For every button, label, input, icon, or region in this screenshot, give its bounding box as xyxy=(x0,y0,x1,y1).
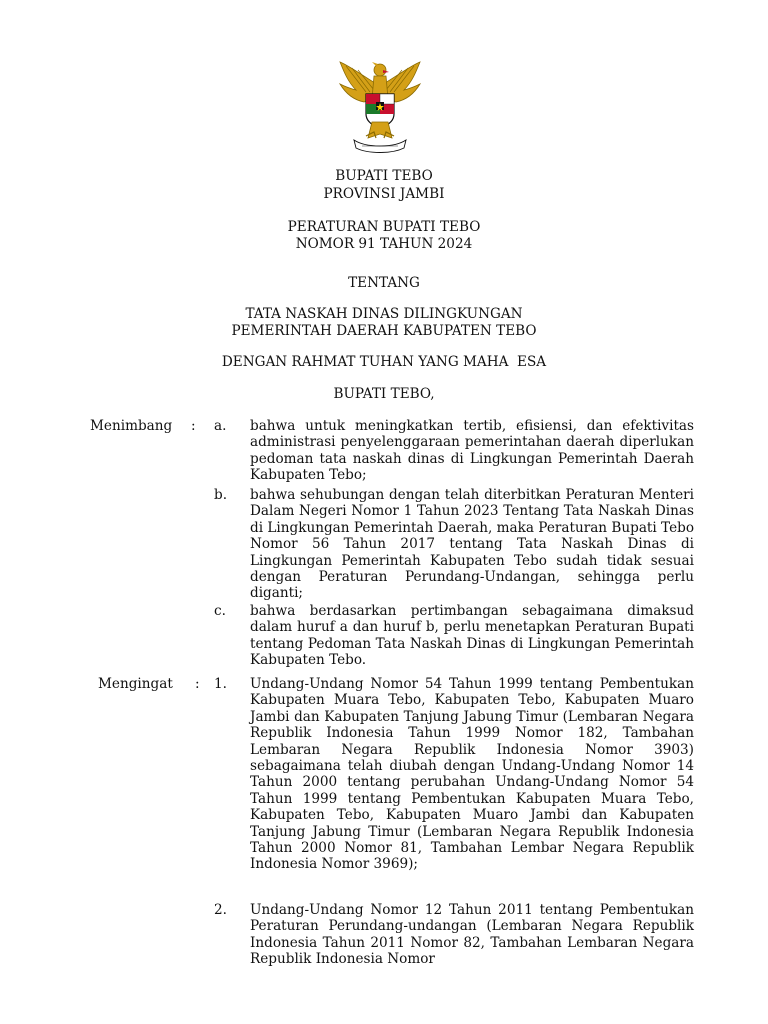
regulation-number: NOMOR 91 TAHUN 2024 xyxy=(295,236,473,252)
mengingat-item-marker: 1. xyxy=(214,676,227,692)
menimbang-item-marker: a. xyxy=(214,418,227,434)
subject-line-2: PEMERINTAH DAERAH KABUPATEN TEBO xyxy=(231,323,537,339)
regulation-title: PERATURAN BUPATI TEBO xyxy=(287,219,481,235)
menimbang-colon: : xyxy=(191,418,196,434)
subject-line-1: TATA NASKAH DINAS DILINGKUNGAN xyxy=(245,306,523,322)
menimbang-item-marker: b. xyxy=(214,487,228,503)
menimbang-item-text: bahwa untuk meningkatkan tertib, efisiensi, dan efektivitas administrasi penyelenggaraan pemerintahan daerah diperlukan pedoman tata naskah dinas di Lingkungan Pemerintah Daerah Kabupaten Tebo; xyxy=(250,418,694,484)
mengingat-colon: : xyxy=(195,676,200,692)
menimbang-item-text: bahwa sehubungan dengan telah diterbitkan Peraturan Menteri Dalam Negeri Nomor 1 Tahun 2023 Tentang Tata Naskah Dinas di Lingkungan Pemerintah Daerah, maka Peraturan Bupati Tebo Nomor 56 Tahun 2017 tentang Tata Naskah Dinas di Lingkungan Pemerintah Kabupaten Tebo sudah tidak sesuai dengan Peraturan Perundang-Undangan, sehingga perlu diganti; xyxy=(250,487,694,602)
issuer-line-2: PROVINSI JAMBI xyxy=(323,186,445,202)
menimbang-label: Menimbang xyxy=(90,418,173,434)
mengingat-item-text: Undang-Undang Nomor 54 Tahun 1999 tentang Pembentukan Kabupaten Muara Tebo, Kabupaten Tebo, Kabupaten Muaro Jambi dan Kabupaten Tanjung Jabung Timur (Lembaran Negara Republik Indonesia Tahun 1999 Nomor 182, Tambahan Lembaran Negara Republik Indonesia Nomor 3903) sebagaimana telah diubah dengan Undang-Undang Nomor 14 Tahun 2000 tentang perubahan Undang-Undang Nomor 54 Tahun 1999 tentang Pembentukan Kabupaten Muara Tebo, Kabupaten Tebo, Kabupaten Muaro Jambi dan Kabupaten Tanjung Jabung Timur (Lembaran Negara Republik Indonesia Tahun 2000 Nomor 81, Tambahan Lembar Negara Republik Indonesia Nomor 3969); xyxy=(250,676,694,873)
about-heading: TENTANG xyxy=(348,275,420,291)
authority: BUPATI TEBO, xyxy=(333,386,435,402)
mengingat-item-text: Undang-Undang Nomor 12 Tahun 2011 tentang Pembentukan Peraturan Perundang-undangan (Lembaran Negara Republik Indonesia Tahun 2011 Nomor 82, Tambahan Lembaran Negara Republik Indonesia Nomor xyxy=(250,902,694,968)
issuer-line-1: BUPATI TEBO xyxy=(335,168,433,184)
mengingat-label: Mengingat xyxy=(98,676,173,692)
mengingat-item-marker: 2. xyxy=(214,902,227,918)
invocation: DENGAN RAHMAT TUHAN YANG MAHA ESA xyxy=(221,354,547,370)
garuda-pancasila-emblem-icon xyxy=(336,56,424,154)
menimbang-item-text: bahwa berdasarkan pertimbangan sebagaimana dimaksud dalam huruf a dan huruf b, perlu menetapkan Peraturan Bupati tentang Pedoman Tata Naskah Dinas di Lingkungan Pemerintah Kabupaten Tebo. xyxy=(250,603,694,669)
menimbang-item-marker: c. xyxy=(214,603,226,619)
